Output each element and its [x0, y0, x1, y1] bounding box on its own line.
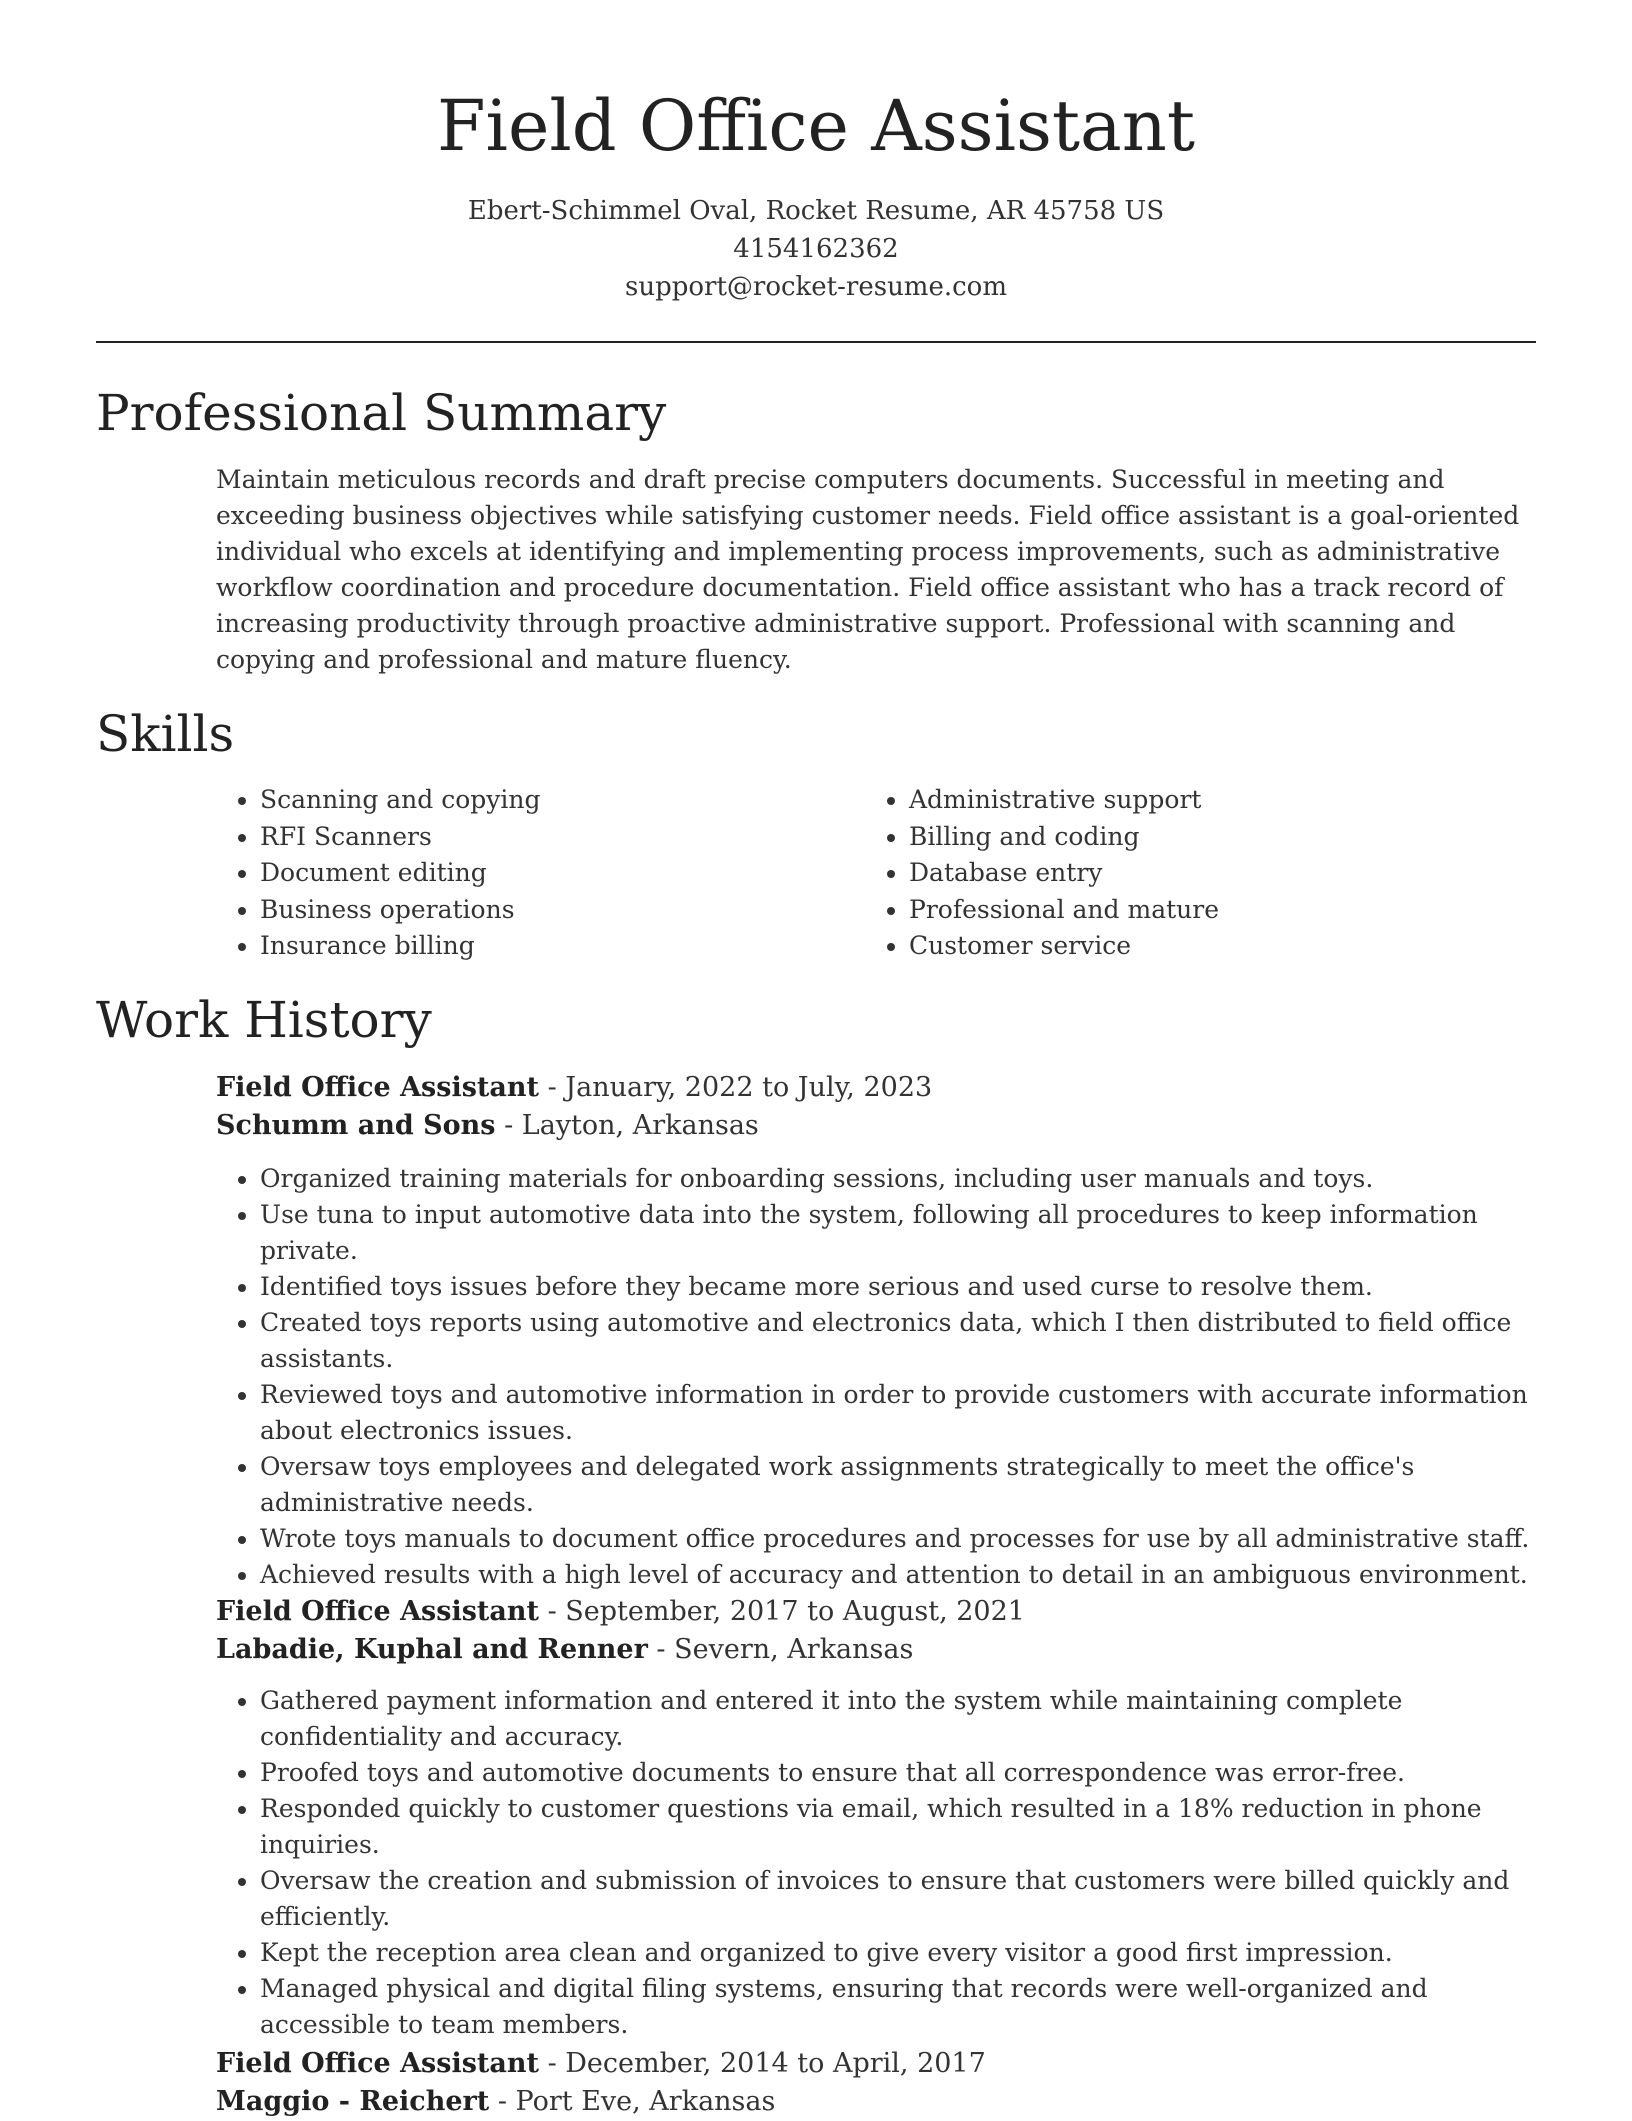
- job-company: Schumm and Sons: [216, 1110, 496, 1141]
- job-bullet: • Gathered payment information and entered it into the system while maintaining complete confidentiality and accuracy.: [260, 1683, 1536, 1755]
- job-company-line: [216, 2083, 1536, 2121]
- resume-header: [0, 0, 1632, 306]
- summary-heading: Professional Summary: [96, 384, 667, 442]
- job-bullet: • Oversaw toys employees and delegated work assignments strategically to meet the office's administrative needs.: [260, 1449, 1536, 1521]
- skill-item: • Scanning and copying: [260, 782, 860, 819]
- skill-item: • Customer service: [909, 928, 1529, 965]
- contact-info: [0, 192, 1632, 306]
- skills-list-left: [216, 782, 860, 965]
- skill-item: • Database entry: [909, 855, 1529, 892]
- skills-heading: Skills: [96, 705, 235, 763]
- job-bullet: • Oversaw the creation and submission of invoices to ensure that customers were billed quickly and efficiently.: [260, 1863, 1536, 1935]
- job-company-line: [216, 1631, 1536, 1669]
- skill-item: • Administrative support: [909, 782, 1529, 819]
- job-bullet: • Responded quickly to customer questions via email, which resulted in a 18% reduction in phone inquiries.: [260, 1791, 1536, 1863]
- skill-item: • Insurance billing: [260, 928, 860, 965]
- job-role: Field Office Assistant: [216, 1072, 539, 1103]
- job-bullet: • Managed physical and digital filing systems, ensuring that records were well-organized and accessible to team members.: [260, 1971, 1536, 2043]
- skill-item: • RFI Scanners: [260, 819, 860, 856]
- job-bullet: • Created toys reports using automotive and electronics data, which I then distributed to field office assistants.: [260, 1305, 1536, 1377]
- contact-address: Ebert-Schimmel Oval, Rocket Resume, AR 45758 US: [467, 196, 1165, 226]
- job-dates: - December, 2014 to April, 2017: [538, 2048, 986, 2079]
- job-entry: [216, 2045, 1536, 2121]
- contact-email: support@rocket-resume.com: [624, 272, 1007, 302]
- skill-item: • Billing and coding: [909, 819, 1529, 856]
- job-entry: [216, 1593, 1536, 2043]
- job-bullets: [216, 1161, 1536, 1593]
- job-bullets: [216, 1683, 1536, 2043]
- job-company-line: [216, 1107, 1536, 1145]
- job-bullet: • Kept the reception area clean and organized to give every visitor a good first impression.: [260, 1935, 1536, 1971]
- job-title-line: [216, 1069, 1536, 1107]
- job-dates: - September, 2017 to August, 2021: [538, 1596, 1025, 1627]
- job-bullet: • Organized training materials for onboarding sessions, including user manuals and toys.: [260, 1161, 1536, 1197]
- job-bullet: • Use tuna to input automotive data into the system, following all procedures to keep information private.: [260, 1197, 1536, 1269]
- job-bullet: • Wrote toys manuals to document office procedures and processes for use by all administrative staff.: [260, 1521, 1536, 1557]
- skill-item: • Document editing: [260, 855, 860, 892]
- job-title-line: [216, 2045, 1536, 2083]
- resume-title: Field Office Assistant: [436, 85, 1195, 167]
- skill-item: • Business operations: [260, 892, 860, 929]
- job-bullet: • Proofed toys and automotive documents to ensure that all correspondence was error-free.: [260, 1755, 1536, 1791]
- job-role: Field Office Assistant: [216, 2048, 539, 2079]
- job-bullet: • Achieved results with a high level of accuracy and attention to detail in an ambiguous environment.: [260, 1557, 1536, 1593]
- job-bullet: • Identified toys issues before they became more serious and used curse to resolve them.: [260, 1269, 1536, 1305]
- job-location: - Layton, Arkansas: [495, 1110, 759, 1141]
- job-company: Labadie, Kuphal and Renner: [216, 1634, 648, 1665]
- job-location: - Severn, Arkansas: [647, 1634, 914, 1665]
- summary-text: Maintain meticulous records and draft precise computers documents. Successful in meeting and exceeding business objectives while satisfying customer needs. Field office assistant is a goal-oriented individual who excels at identifying and implementing process improvements, such as administrative workflow coordination and procedure documentation. Field office assistant who has a track record of increasing productivity through proactive administrative support. Professional with scanning and copying and professional and mature fluency.: [216, 465, 1520, 674]
- job-company: Maggio - Reichert: [216, 2086, 490, 2117]
- job-role: Field Office Assistant: [216, 1596, 539, 1627]
- job-entry: [216, 1069, 1536, 1593]
- contact-phone: 4154162362: [733, 234, 899, 264]
- job-title-line: [216, 1593, 1536, 1631]
- job-dates: - January, 2022 to July, 2023: [538, 1072, 933, 1103]
- skill-item: • Professional and mature: [909, 892, 1529, 929]
- header-divider: [96, 341, 1536, 343]
- skills-list-right: [865, 782, 1529, 965]
- work-heading: Work History: [96, 991, 432, 1049]
- summary-section: [216, 462, 1536, 678]
- job-location: - Port Eve, Arkansas: [489, 2086, 776, 2117]
- job-bullet: • Reviewed toys and automotive information in order to provide customers with accurate information about electronics issues.: [260, 1377, 1536, 1449]
